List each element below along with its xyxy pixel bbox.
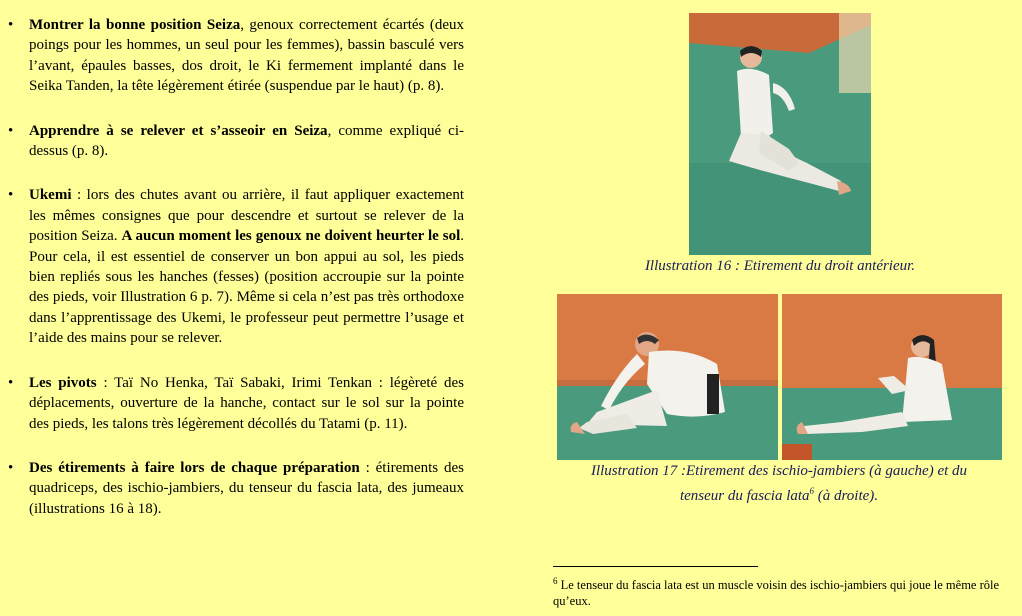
bullet-text: , comme expliqué ci-dessus (p. 8). (29, 122, 464, 160)
bullet-icon: • (8, 122, 14, 139)
bullet-heading: Apprendre à se relever et s’asseoir en Seiza (29, 122, 328, 139)
footnote (553, 573, 1015, 609)
footnote-ref[interactable]: 6 (809, 486, 815, 496)
bullet-item-pivots (8, 373, 464, 434)
illustration-16-caption (600, 256, 960, 276)
bullet-text: : étirements des quadriceps, des ischio-jambiers, du tenseur du fascia lata, des jumeaux (illustrations 16 à 18). (29, 459, 464, 517)
bullet-heading: Montrer la bonne position Seiza (29, 17, 241, 33)
bullet-heading: Des étirements à faire lors de chaque préparation (29, 459, 360, 476)
bullet-item-ukemi (8, 185, 464, 348)
caption-text: (à droite). (814, 488, 879, 504)
bullet-text: . Pour cela, il est essentiel de conserver un bon appui au sol, les pieds bien repliés sous les hanches (fesses) (position accroupie sur la pointe des pieds, voir Illustration 6 p. 7). Même si cela n’est pas très orthodoxe dans l’apprentissage des Ukemi, le professeur peut permettre l’usage et l’aide des mains pour se relever. (29, 228, 465, 347)
caption-text: Illustration 16 : Etirement du droit antérieur. (644, 258, 916, 274)
bullet-heading: Les pivots (29, 374, 97, 391)
caption-text: tenseur du fascia lata (679, 488, 810, 504)
bullet-text: : Taï No Henka, Taï Sabaki, Irimi Tenkan : légèreté des déplacements, ouverture de la hanche, contact sur le sol sur la pointe des pieds, les talons très légèrement décollés du Tatami (p. 11). (29, 374, 464, 432)
illustration-17-left-photo (557, 294, 778, 460)
footnote-separator (553, 566, 758, 567)
illustration-17-caption (550, 461, 1008, 506)
bullet-icon: • (8, 374, 14, 391)
bullet-item-relever-seiza (8, 121, 464, 162)
bullet-emphasis: A aucun moment les genoux ne doivent heurter le sol (121, 228, 461, 245)
bullet-heading: Ukemi (29, 187, 72, 204)
bullet-icon: • (8, 187, 14, 204)
bullet-icon: • (8, 459, 14, 476)
footnote-text: Le tenseur du fascia lata est un muscle voisin des ischio-jambiers qui joue le même rôle qu’eux. (553, 578, 1000, 609)
bullet-icon: • (8, 17, 14, 33)
caption-line-2 (550, 481, 1008, 506)
caption-line-1: Illustration 17 :Etirement des ischio-jambiers (à gauche) et du (590, 463, 968, 479)
bullet-item-etirements (8, 458, 464, 519)
bullet-text: , genoux correctement écartés (deux poings pour les hommes, un seul pour les femmes), bassin basculé vers l’avant, épaules basses, dos droit, le Ki fermement implanté dans le Seika Tanden, la tête légèrement étirée (suspendue par le haut) (p. 8). (29, 17, 464, 95)
illustration-17-right-photo (782, 294, 1002, 460)
bullet-text: : lors des chutes avant ou arrière, il faut appliquer exactement les mêmes consignes que pour descendre et surtout se relever de la position Seiza. (29, 187, 464, 245)
footnote-number: 6 (553, 576, 558, 586)
bullet-item-seiza-position (8, 15, 464, 97)
illustration-16-photo (689, 13, 871, 255)
bullet-list (8, 15, 464, 543)
